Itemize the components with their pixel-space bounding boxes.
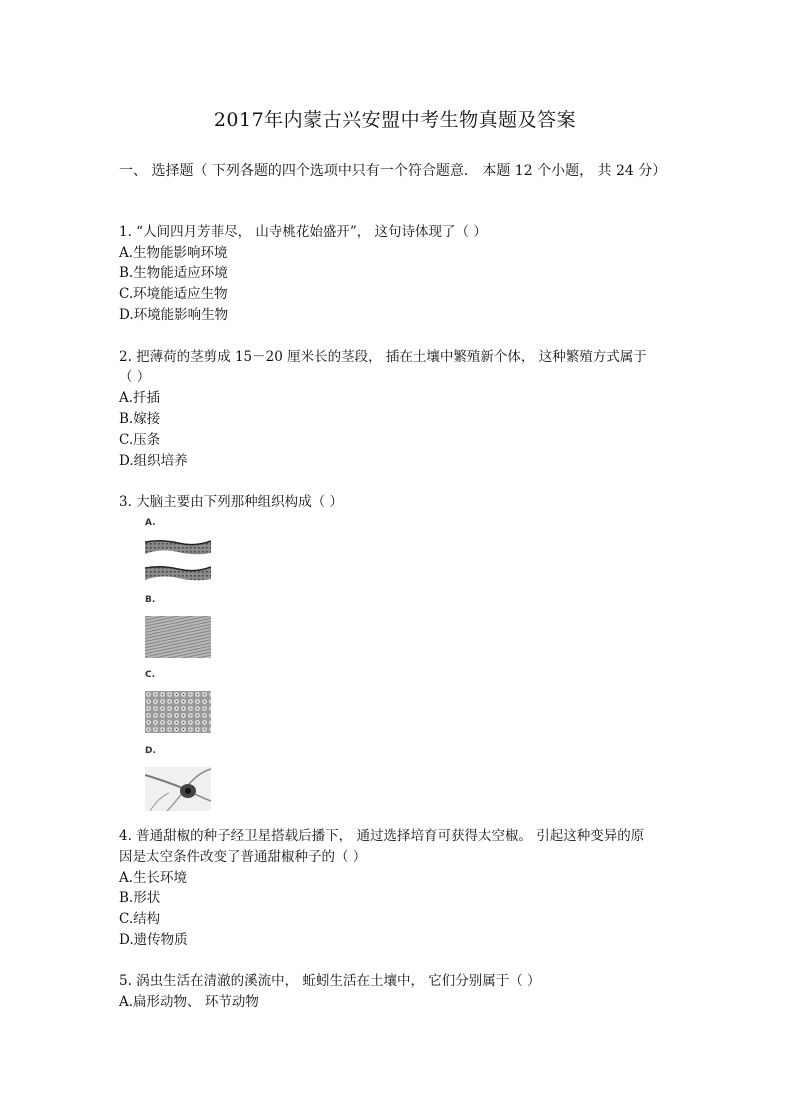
question-4-option-c: C.结构	[119, 911, 161, 927]
epithelial-tissue-image	[145, 538, 211, 584]
question-1-option-c: C.环境能适应生物	[119, 286, 228, 302]
section-heading: 一、 选择题（ 下列各题的四个选项中只有一个符合题意． 本题 12 个小题， 共 24 分）	[119, 163, 667, 179]
question-4-option-d: D.遗传物质	[119, 932, 188, 948]
question-2-option-b: B.嫁接	[119, 411, 161, 427]
question-5-option-a: A.扁形动物、 环节动物	[119, 994, 259, 1010]
question-2-option-c: C.压条	[119, 432, 161, 448]
page-title: 2017年内蒙古兴安盟中考生物真题及答案	[213, 109, 577, 131]
figure-label-a: A.	[145, 518, 156, 528]
figure-label-d: D.	[145, 746, 156, 756]
question-2-option-a: A.扦插	[119, 390, 161, 406]
question-5-stem: 5. 涡虫生活在清澈的溪流中， 蚯蚓生活在土壤中， 它们分别属于（ ）	[119, 973, 541, 989]
question-1-stem: 1. “人间四月芳菲尽， 山寺桃花始盛开”， 这句诗体现了（ ）	[119, 224, 487, 240]
muscle-tissue-image	[145, 616, 211, 658]
question-2-stem: 2. 把薄荷的茎剪成 15－20 厘米长的茎段， 插在土壤中繁殖新个体， 这种繁殖方式属于	[119, 349, 647, 365]
question-1-option-a: A.生物能影响环境	[119, 245, 228, 261]
question-4-option-a: A.生长环境	[119, 870, 188, 886]
question-4-option-b: B.形状	[119, 890, 161, 906]
figure-label-b: B.	[145, 595, 156, 605]
figure-label-c: C.	[145, 670, 156, 680]
question-3-stem: 3. 大脑主要由下列那种组织构成（ ）	[119, 494, 343, 510]
question-1-option-b: B.生物能适应环境	[119, 265, 228, 281]
question-4-stem-cont: 因是太空条件改变了普通甜椒种子的（ ）	[119, 849, 367, 865]
neuron-tissue-image	[145, 767, 211, 811]
question-4-stem: 4. 普通甜椒的种子经卫星搭载后播下， 通过选择培育可获得太空椒。 引起这种变异的原	[119, 828, 645, 844]
question-1-option-d: D.环境能影响生物	[119, 307, 229, 323]
question-2-option-d: D.组织培养	[119, 453, 188, 469]
question-2-stem-cont: （ ）	[119, 369, 151, 385]
connective-tissue-image	[145, 691, 211, 733]
